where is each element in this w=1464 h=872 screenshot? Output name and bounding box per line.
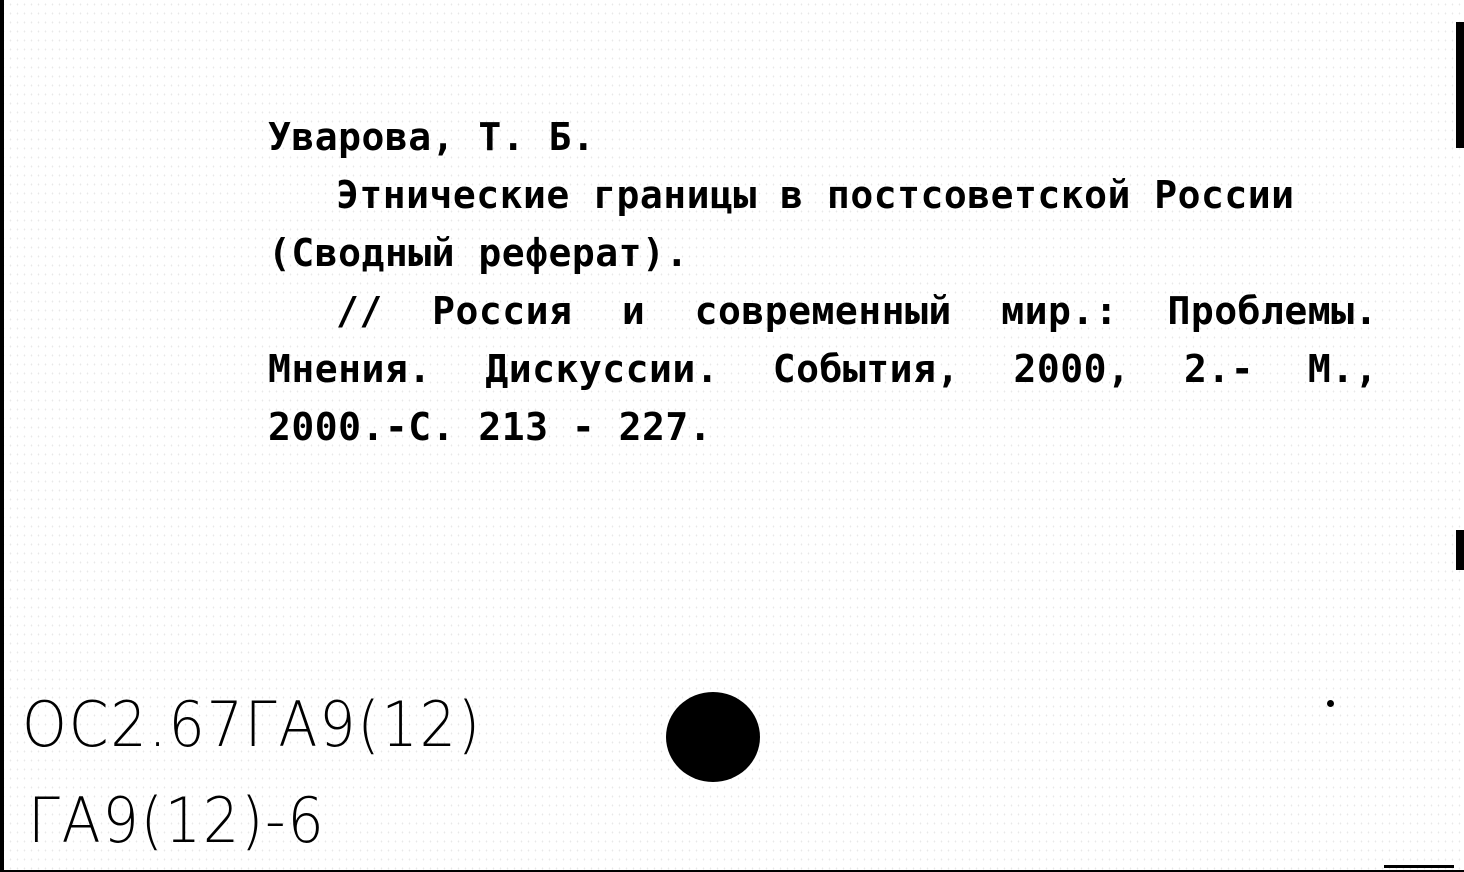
punch-hole <box>666 692 760 782</box>
title-line-1: Этнические границы в постсоветской России <box>336 173 1295 217</box>
source-word: 2000, <box>1013 347 1131 391</box>
source-word: и <box>621 289 646 333</box>
ink-dot <box>1327 700 1334 707</box>
edge-mark-top <box>1456 22 1464 148</box>
source-line-1 <box>268 282 1378 340</box>
source-word: Проблемы. <box>1167 289 1378 333</box>
source-word: современный <box>694 289 952 333</box>
bottom-right-dash <box>1384 865 1454 868</box>
handwritten-shelfmark: ОС2.67ГА9(12) <box>22 688 482 761</box>
edge-mark-middle <box>1456 530 1464 570</box>
source-word: События, <box>772 347 960 391</box>
handwritten-call-number: ГА9(12)-6 <box>28 784 326 857</box>
source-word: Дискуссии. <box>485 347 720 391</box>
source-word: мир.: <box>1001 289 1119 333</box>
source-line-2 <box>268 340 1378 398</box>
source-line-3: 2000.-С. 213 - 227. <box>268 405 713 449</box>
source-word: М., <box>1307 347 1378 391</box>
title-line-2: (Сводный реферат). <box>268 231 689 275</box>
source-word: 2.- <box>1184 347 1255 391</box>
source-word: Мнения. <box>268 347 432 391</box>
bibliographic-entry <box>268 108 1378 456</box>
card-left-edge <box>0 0 4 872</box>
source-word: Россия <box>432 289 573 333</box>
source-word: // <box>336 289 383 333</box>
author-line: Уварова, Т. Б. <box>268 115 596 159</box>
